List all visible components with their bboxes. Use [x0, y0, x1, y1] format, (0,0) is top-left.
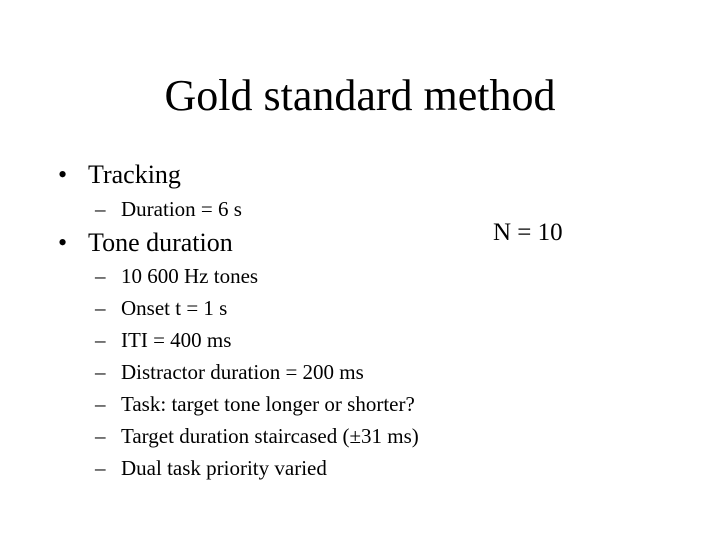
dash-marker: – [95, 264, 106, 288]
sub-bullet-distractor [95, 359, 364, 385]
sub-bullet-duration [95, 196, 242, 222]
dash-marker: – [95, 197, 106, 221]
dash-marker: – [95, 360, 106, 384]
bullet-text: Tone duration [88, 228, 233, 257]
sub-bullet-text: Duration = 6 s [121, 197, 242, 221]
sub-bullet-tones [95, 263, 258, 289]
dash-marker: – [95, 392, 106, 416]
sub-bullet-text: Dual task priority varied [121, 456, 327, 480]
bullet-tracking [58, 160, 181, 190]
dash-marker: – [95, 328, 106, 352]
sub-bullet-task [95, 391, 415, 417]
bullet-marker: • [58, 160, 68, 189]
dash-marker: – [95, 296, 106, 320]
sub-bullet-text: Task: target tone longer or shorter? [121, 392, 415, 416]
sub-bullet-text: Distractor duration = 200 ms [121, 360, 364, 384]
sub-bullet-iti [95, 327, 231, 353]
sub-bullet-text: ITI = 400 ms [121, 328, 232, 352]
sub-bullet-text: Onset t = 1 s [121, 296, 228, 320]
sub-bullet-text: Target duration staircased (±31 ms) [121, 424, 419, 448]
bullet-text: Tracking [88, 160, 181, 189]
dash-marker: – [95, 424, 106, 448]
dash-marker: – [95, 456, 106, 480]
sub-bullet-onset [95, 295, 227, 321]
sub-bullet-priority [95, 455, 327, 481]
bullet-marker: • [58, 228, 68, 257]
sample-size-note: N = 10 [493, 219, 563, 246]
sub-bullet-staircase [95, 423, 419, 449]
slide-title: Gold standard method [164, 71, 556, 120]
bullet-tone-duration [58, 228, 233, 258]
sub-bullet-text: 10 600 Hz tones [121, 264, 259, 288]
